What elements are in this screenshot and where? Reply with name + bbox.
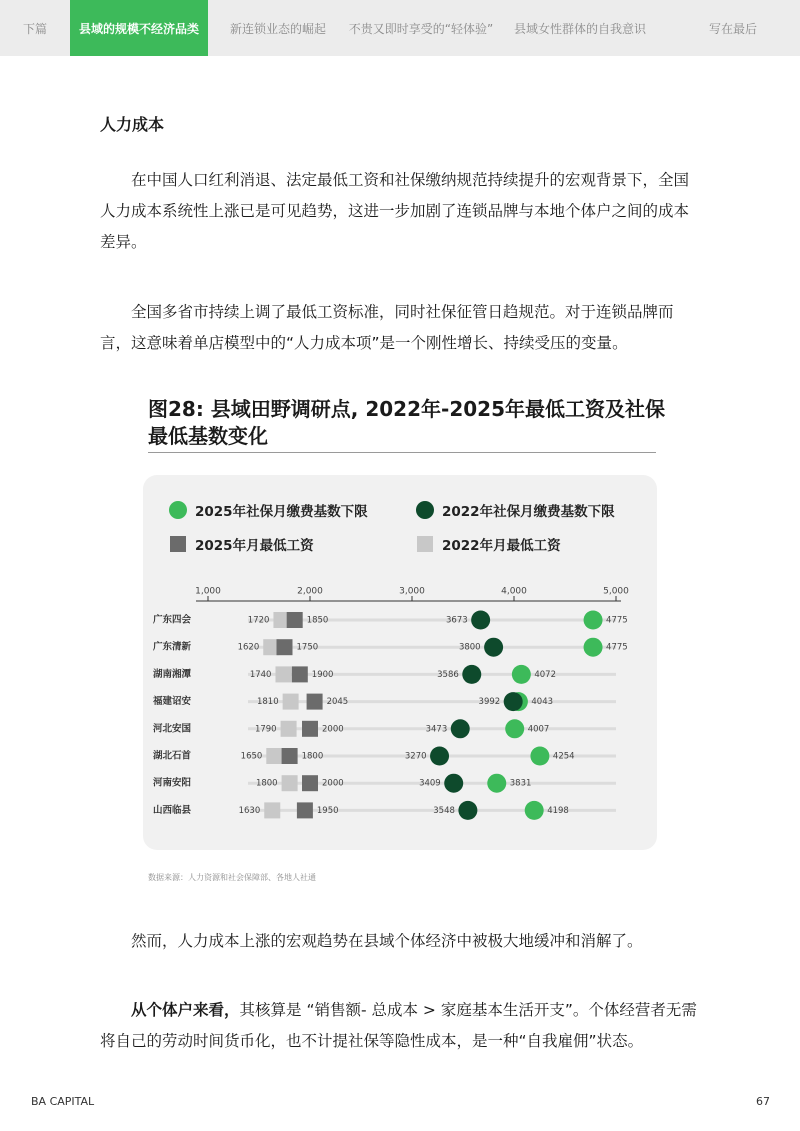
min-wage-2025-square	[292, 666, 308, 682]
social-security-2025-label: 4198	[547, 805, 569, 816]
x-tick-label: 5,000	[603, 586, 629, 597]
min-wage-2025-label: 1800	[301, 751, 324, 762]
legend-label: 2025年社保月缴费基数下限	[195, 504, 368, 520]
social-security-2022-label: 3409	[419, 778, 441, 789]
social-security-2022-circle	[451, 719, 470, 738]
min-wage-2025-label: 2045	[326, 697, 349, 708]
figure-title: 图28: 县域田野调研点, 2022年-2025年最低工资及社保最低基数变化	[148, 397, 665, 448]
min-wage-2022-label: 1650	[240, 751, 263, 762]
social-security-2022-circle	[504, 692, 523, 711]
min-wage-2022-square	[282, 775, 298, 791]
x-tick-label: 3,000	[399, 586, 425, 597]
social-security-2022-circle	[471, 611, 490, 630]
min-wage-2025-label: 2000	[322, 724, 344, 735]
paragraph-4-lead: 从个体户来看，	[131, 1001, 240, 1019]
figure-source: 数据来源：人力资源和社会保障部、各地人社通	[148, 873, 316, 882]
category-label: 湖北石首	[153, 750, 192, 762]
social-security-2025-circle	[505, 719, 524, 738]
nav-tab-5[interactable]: 县域女性群体的自我意识	[513, 21, 646, 36]
social-security-2025-label: 4254	[552, 751, 575, 762]
section-title: 人力成本	[100, 115, 165, 134]
top-navigation	[0, 0, 800, 56]
paragraph-4	[100, 995, 700, 1057]
social-security-2025-circle	[512, 665, 531, 684]
x-tick-label: 2,000	[297, 586, 323, 597]
min-wage-2022-label: 1810	[256, 697, 279, 708]
social-security-2025-circle	[525, 801, 544, 820]
min-wage-2025-label: 2000	[322, 778, 344, 789]
min-wage-2022-label: 1740	[249, 669, 272, 680]
social-security-2025-label: 3831	[509, 778, 532, 789]
nav-tab-1[interactable]: 下篇	[22, 21, 47, 36]
min-wage-2025-square	[297, 802, 313, 818]
min-wage-2022-square	[275, 666, 291, 682]
footer-brand: BA CAPITAL	[31, 1095, 95, 1108]
social-security-2025-label: 4072	[534, 669, 556, 680]
social-security-2022-label: 3473	[425, 724, 448, 735]
paragraph-4-body: 其核算是 “销售额- 总成本 > 家庭基本生活开支”。个体经营者无需将自己的劳动时间货币化，也不计提社保等隐性成本，是一种“自我雇佣”状态。	[100, 1001, 697, 1050]
min-wage-2025-label: 1950	[316, 805, 339, 816]
min-wage-2025-square	[302, 775, 318, 791]
min-wage-2022-label: 1630	[238, 805, 261, 816]
social-security-2022-label: 3800	[458, 642, 481, 653]
chart-card	[143, 475, 657, 850]
social-security-2022-label: 3270	[404, 751, 427, 762]
social-security-2025-circle	[584, 611, 603, 630]
category-label: 福建诏安	[153, 696, 192, 708]
social-security-2022-circle	[444, 774, 463, 793]
social-security-2025-circle	[487, 774, 506, 793]
legend-label: 2022年月最低工资	[442, 538, 561, 554]
min-wage-2022-label: 1720	[247, 615, 270, 626]
social-security-2025-circle	[530, 747, 549, 766]
paragraph-2: 全国多省市持续上调了最低工资标准，同时社保征管日趋规范。对于连锁品牌而言，这意味着单店模型中的“人力成本项”是一个刚性增长、持续受压的变量。	[100, 303, 674, 352]
nav-tab-4[interactable]: 不贵又即时享受的“轻体验”	[348, 21, 494, 36]
social-security-2022-circle	[484, 638, 503, 657]
social-security-2022-label: 3673	[446, 615, 468, 626]
social-security-2022-label: 3992	[478, 697, 501, 708]
legend-label: 2022年社保月缴费基数下限	[442, 504, 615, 520]
min-wage-2022-square	[283, 694, 299, 710]
paragraph-3: 然而，人力成本上涨的宏观趋势在县域个体经济中被极大地缓冲和消解了。	[131, 932, 643, 950]
min-wage-2022-square	[266, 748, 282, 764]
min-wage-2025-square	[307, 694, 323, 710]
category-label: 湖南湘潭	[153, 668, 192, 680]
min-wage-2025-square	[287, 612, 303, 628]
dot-plot-chart	[143, 475, 657, 850]
figure-title-rule	[148, 452, 656, 453]
min-wage-2025-square	[302, 721, 318, 737]
category-label: 河南安阳	[153, 777, 192, 789]
nav-tab-6[interactable]: 写在最后	[708, 21, 757, 36]
social-security-2025-label: 4775	[606, 642, 628, 653]
min-wage-2022-square	[281, 721, 297, 737]
category-label: 山西临县	[153, 804, 192, 816]
social-security-2022-circle	[458, 801, 477, 820]
x-tick-label: 1,000	[195, 586, 221, 597]
min-wage-2025-label: 1750	[296, 642, 319, 653]
paragraph-1: 在中国人口红利消退、法定最低工资和社保缴纳规范持续提升的宏观背景下，全国人力成本系统性上涨已是可见趋势，这进一步加剧了连锁品牌与本地个体户之间的成本差异。	[100, 171, 690, 251]
x-tick-label: 4,000	[501, 586, 527, 597]
legend-label: 2025年月最低工资	[195, 538, 314, 554]
social-security-2022-circle	[462, 665, 481, 684]
page-number: 67	[756, 1095, 770, 1108]
min-wage-2022-label: 1620	[237, 642, 260, 653]
min-wage-2025-square	[277, 639, 293, 655]
min-wage-2022-label: 1790	[254, 724, 277, 735]
social-security-2025-circle	[584, 638, 603, 657]
min-wage-2025-label: 1900	[311, 669, 334, 680]
nav-tab-3[interactable]: 新连锁业态的崛起	[229, 21, 326, 36]
nav-tab-2[interactable]: 县域的规模不经济品类	[70, 0, 208, 56]
min-wage-2025-label: 1850	[306, 615, 329, 626]
category-label: 广东清新	[153, 641, 192, 653]
social-security-2022-label: 3586	[437, 669, 459, 680]
social-security-2025-label: 4007	[527, 724, 550, 735]
min-wage-2022-label: 1800	[255, 778, 278, 789]
category-label: 广东四会	[153, 614, 192, 626]
min-wage-2025-square	[282, 748, 298, 764]
min-wage-2022-square	[264, 802, 280, 818]
category-label: 河北安国	[153, 723, 192, 735]
social-security-2025-label: 4775	[606, 615, 628, 626]
social-security-2022-label: 3548	[433, 805, 455, 816]
social-security-2022-circle	[430, 747, 449, 766]
social-security-2025-label: 4043	[531, 697, 554, 708]
